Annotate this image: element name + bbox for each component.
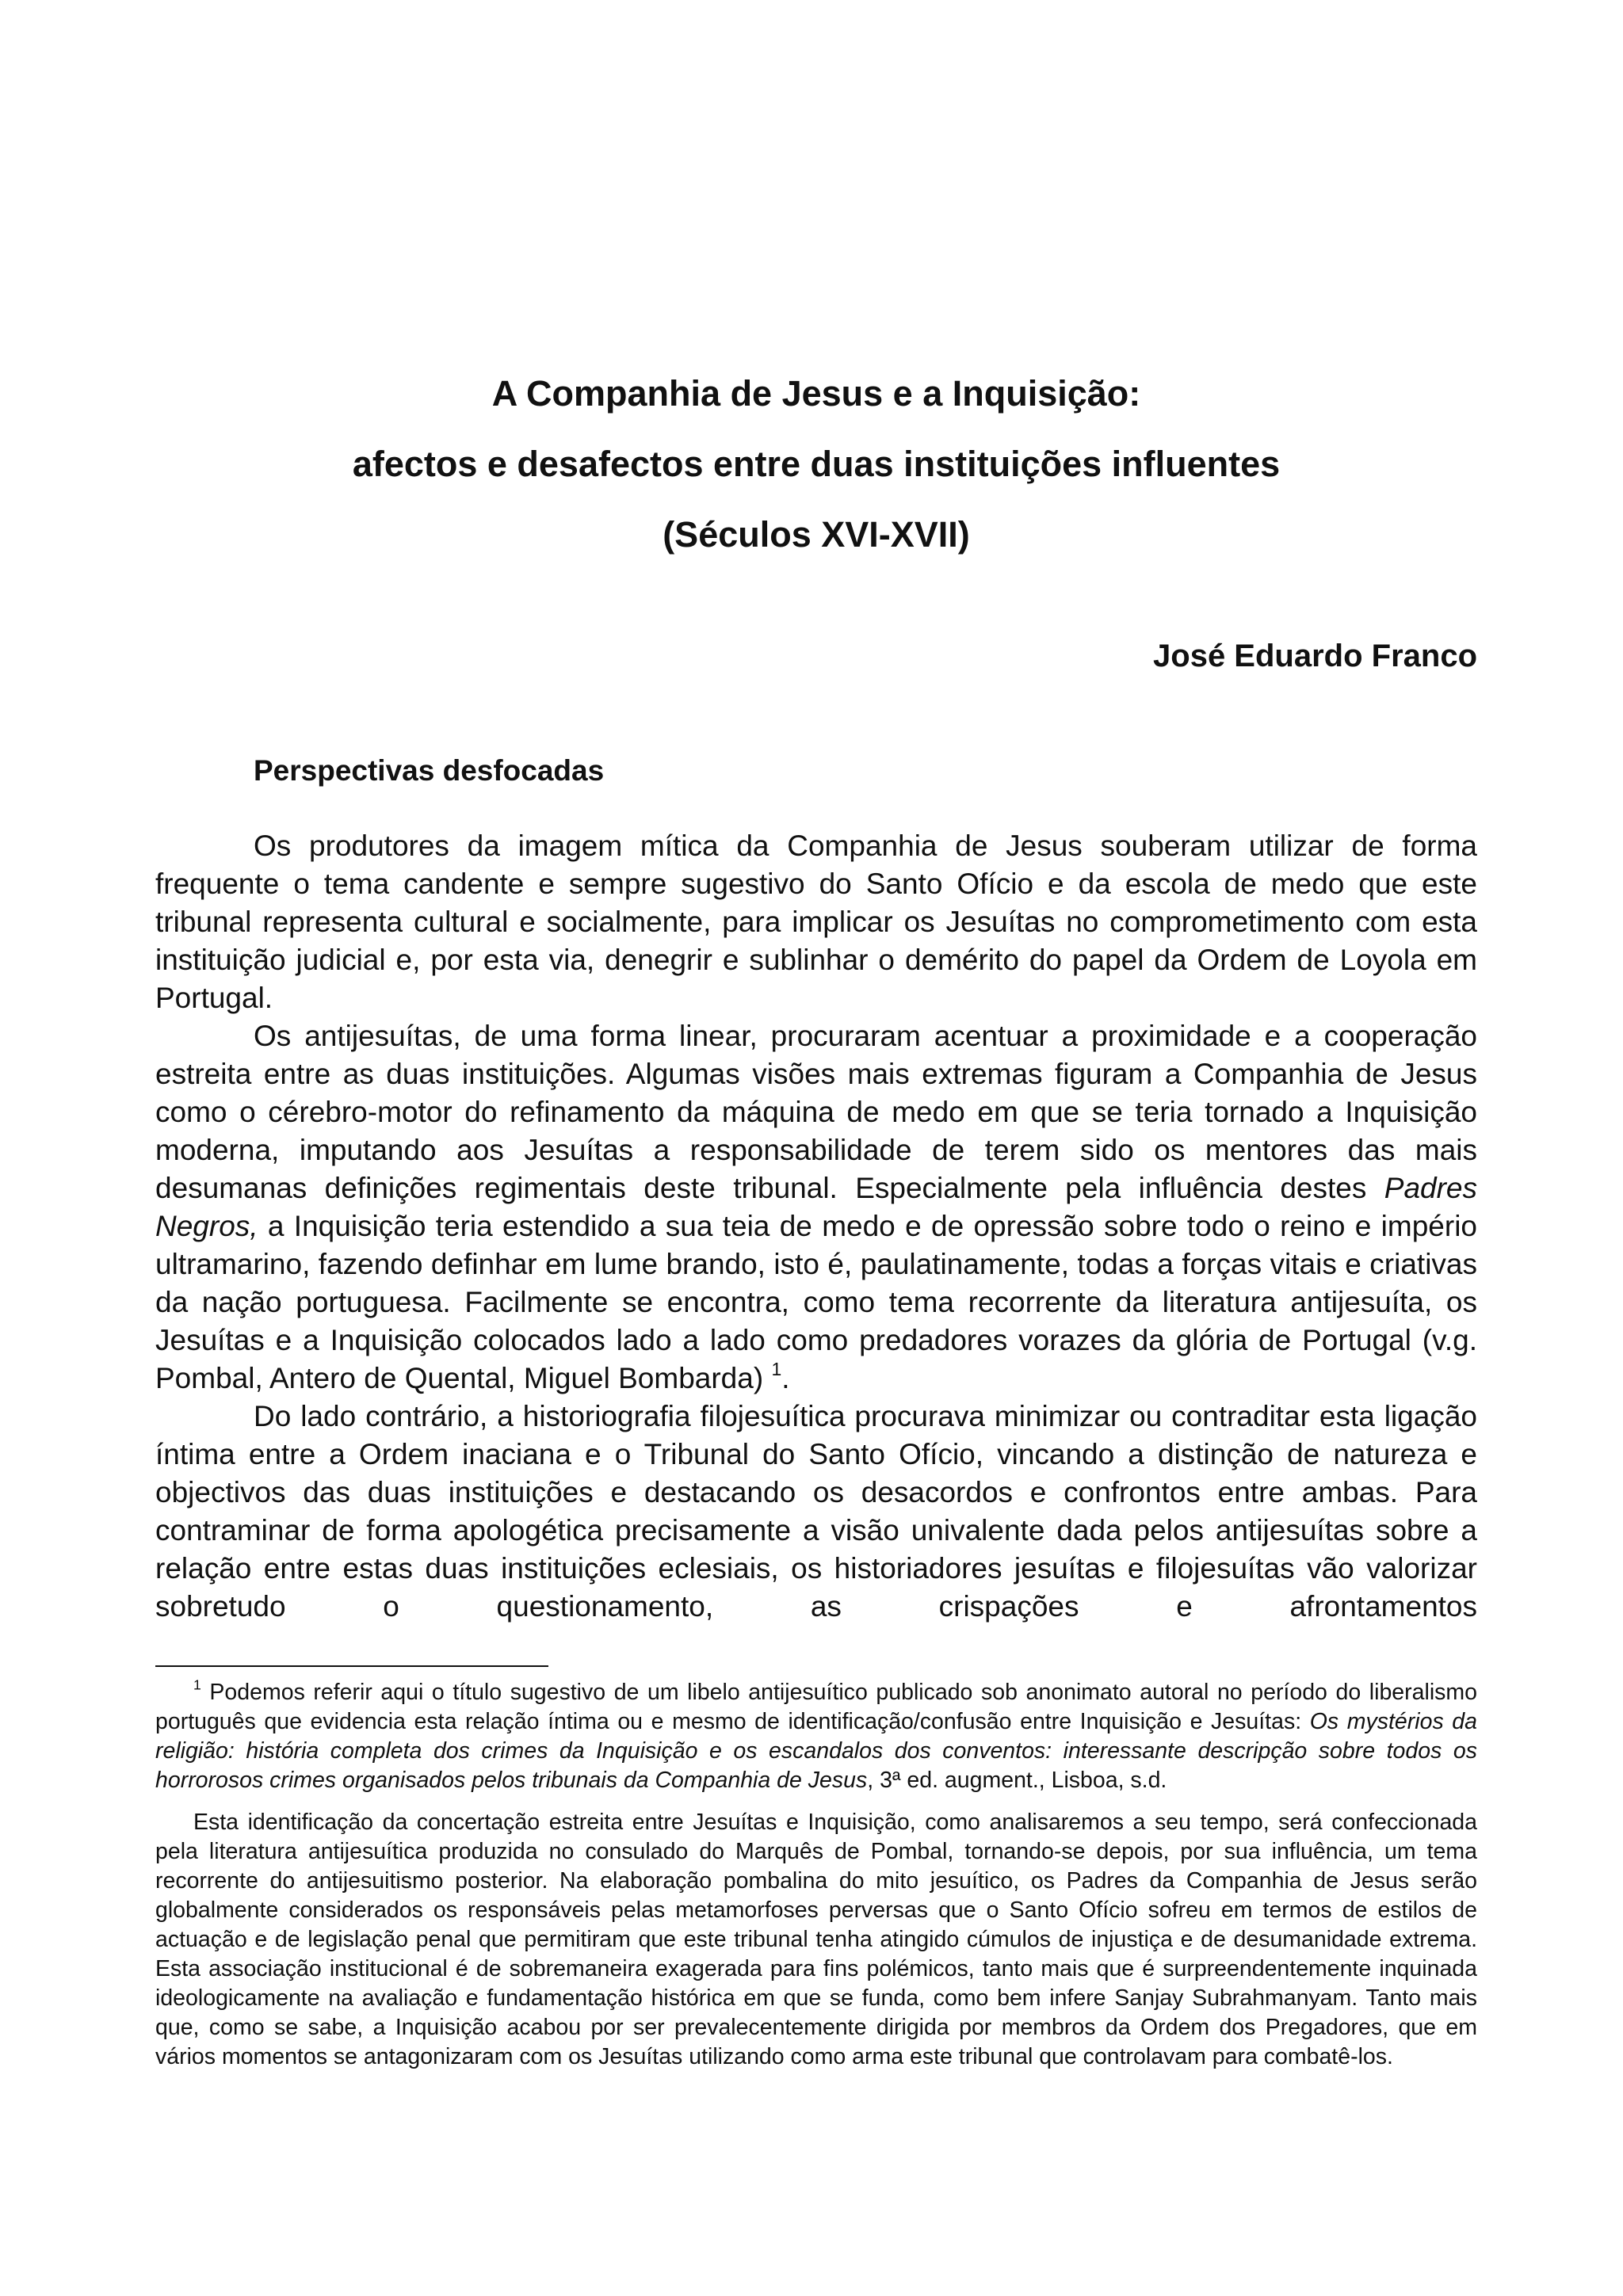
footnote-1 xyxy=(155,1678,1477,1795)
paragraph-2 xyxy=(155,1017,1477,1398)
paragraph-1: Os produtores da imagem mítica da Companhia de Jesus souberam utilizar de forma frequente o tema candente e sempre sugestivo do Santo Ofício e da escola de medo que este tribunal representa cultural e socialmente, para implicar os Jesuítas no comprometimento com esta instituição judicial e, por esta via, denegrir e sublinhar o demérito do papel da Ordem de Loyola em Portugal. xyxy=(155,830,1477,1014)
title-line-3: (Séculos XVI-XVII) xyxy=(663,514,970,555)
document-title xyxy=(155,358,1477,570)
footnote-number-1: 1 xyxy=(193,1676,201,1693)
paragraph-2-end: . xyxy=(781,1362,790,1394)
paragraph-2-text-b: a Inquisição teria estendido a sua teia de medo e de opressão sobre todo o reino e império ultramarino, fazendo definhar em lume brando, isto é, paulatinamente, todas a forças vitais e criativas da nação portuguesa. Facilmente se encontra, como tema recorrente da literatura antijesuíta, os Jesuítas e a Inquisição colocados lado a lado como predadores vorazes da glória de Portugal (v.g. Pombal, Antero de Quental, Miguel Bombarda) xyxy=(155,1210,1477,1394)
title-line-2: afectos e desafectos entre duas instituições influentes xyxy=(352,444,1281,484)
paragraph-3: Do lado contrário, a historiografia filojesuítica procurava minimizar ou contraditar esta ligação íntima entre a Ordem inaciana e o Tribunal do Santo Ofício, vincando a distinção de natureza e objectivos das duas instituições e destacando os desacordos e confrontos entre ambas. Para contraminar de forma apologética precisamente a visão univalente dada pelos antijesuítas sobre a relação entre estas duas instituições eclesiais, os historiadores jesuítas e filojesuítas vão valorizar sobretudo o questionamento, as crispações e afrontamentos xyxy=(155,1400,1477,1623)
footnote-1-italic-title: Os mystérios da religião: história completa dos crimes da Inquisição e os escandalos dos conventos: interessante descripção sobre todos os horrorosos crimes organisados pelos tribunais da Companhia de Jesus xyxy=(155,1709,1478,1793)
footnotes xyxy=(155,1678,1477,2072)
section-heading: Perspectivas desfocadas xyxy=(254,754,605,787)
footnote-reference-1[interactable]: 1 xyxy=(771,1358,782,1379)
footnote-1-text: Podemos referir aqui o título sugestivo de um libelo antijesuítico publicado sob anonimato autoral no período do liberalismo português que evidencia esta relação íntima ou e mesmo de identificação/confusão entre Inquisição e Jesuítas: xyxy=(155,1680,1477,1734)
title-line-1: A Companhia de Jesus e a Inquisição: xyxy=(491,373,1141,414)
footnote-1-end: , 3ª ed. augment., Lisboa, s.d. xyxy=(867,1768,1167,1793)
author-name: José Eduardo Franco xyxy=(1153,639,1477,673)
footnote-separator xyxy=(155,1665,548,1667)
body-text xyxy=(155,827,1477,1626)
paragraph-2-italic: Padres Negros, xyxy=(155,1172,1477,1242)
paragraph-2-text-a: Os antijesuítas, de uma forma linear, procuraram acentuar a proximidade e a cooperação estreita entre as duas instituições. Algumas visões mais extremas figuram a Companhia de Jesus como o cérebro-motor do refinamento da máquina de medo em que se teria tornado a Inquisição moderna, imputando aos Jesuítas a responsabilidade de terem sido os mentores das mais desumanas definições regimentais deste tribunal. Especialmente pela influência destes xyxy=(155,1020,1477,1204)
document-page xyxy=(155,0,1477,2296)
footnote-1-continuation: Esta identificação da concertação estreita entre Jesuítas e Inquisição, como analisaremos a seu tempo, será confeccionada pela literatura antijesuítica produzida no consulado do Marquês de Pombal, tornando-se depois, por sua influência, um tema recorrente do antijesuitismo posterior. Na elaboração pombalina do mito jesuítico, os Padres da Companhia de Jesus serão globalmente considerados os responsáveis pelas metamorfoses perversas que o Santo Ofício sofreu em termos de estilos de actuação e de legislação penal que permitiram que este tribunal tenha atingido cúmulos de injustiça e de desumanidade extrema. Esta associação institucional é de sobremaneira exagerada para fins polémicos, tanto mais que é surpreendentemente inquinada ideologicamente na avaliação e fundamentação histórica em que se funda, como bem infere Sanjay Subrahmanyam. Tanto mais que, como se sabe, a Inquisição acabou por ser prevalecentemente dirigida por membros da Ordem dos Pregadores, que em vários momentos se antagonizaram com os Jesuítas utilizando como arma este tribunal que controlavam para combatê-los. xyxy=(155,1810,1477,2069)
